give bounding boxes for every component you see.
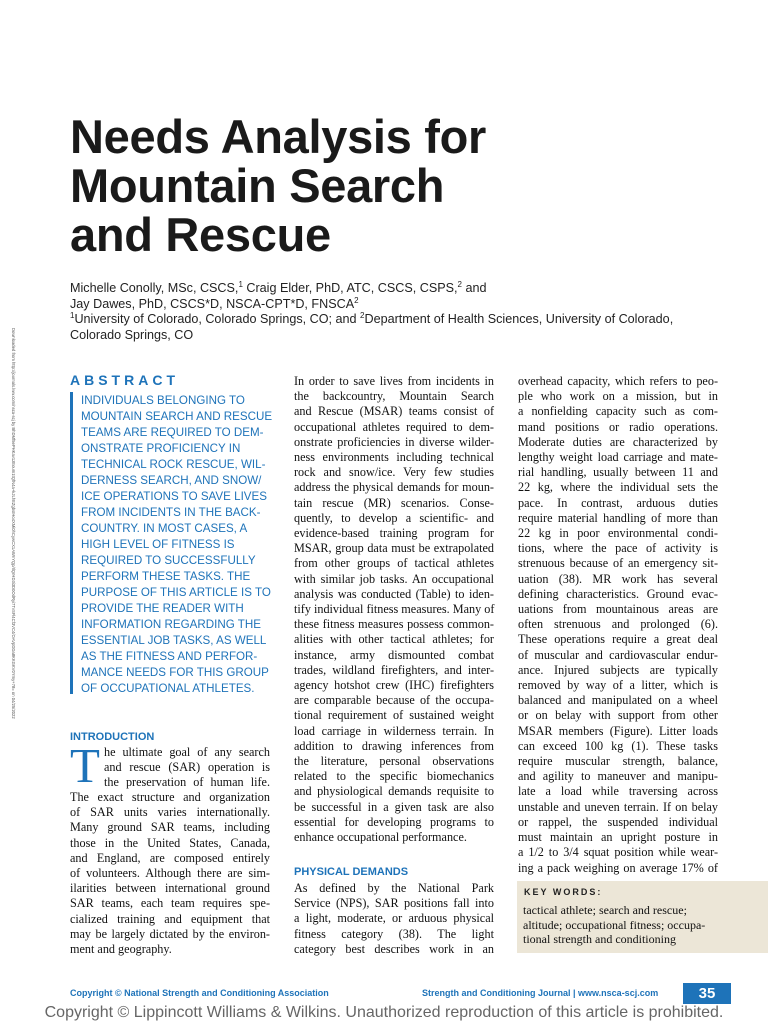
body-line: ness environments including technical: [294, 450, 494, 465]
abstract-line: PERFORM THESE TASKS. THE: [81, 570, 251, 583]
physical-demands-body: [294, 881, 494, 957]
affiliation-mark: 1: [238, 279, 243, 289]
author-text: and: [461, 281, 487, 295]
abstract-line: PURPOSE OF THIS ARTICLE IS TO: [81, 586, 271, 599]
affiliation-text: Department of Health Sciences, University of Colorado,: [364, 312, 674, 326]
body-line: and England, are composed entirely: [70, 850, 270, 865]
page-number: 35: [683, 983, 731, 1004]
body-line: ment and geography.: [70, 942, 172, 957]
body-line: instance, army dismounted combat: [294, 647, 494, 662]
affiliation-mark: 1: [70, 310, 75, 320]
body-line: be successful in a given task are also: [294, 799, 494, 814]
body-line: can exceed 100 kg (1). These tasks: [518, 738, 718, 753]
body-line: and rescue (SAR) operation is: [104, 760, 270, 775]
body-line: These operations require a great deal: [518, 632, 718, 647]
body-line: fitness category (38). The light: [294, 926, 494, 941]
body-line: cialized training and equipment that: [70, 911, 270, 926]
body-line: a 1/2 to 3/4 squat position while wear-: [518, 845, 718, 860]
body-line: pace. In contrast, arduous duties: [518, 495, 718, 510]
body-line: may be largely dictated by the environ-: [70, 926, 270, 941]
abstract-line: ESSENTIAL JOB TASKS, AS WELL: [81, 634, 267, 647]
body-line: and physiological demands requisite to: [294, 784, 494, 799]
affiliation-mark: 2: [360, 310, 365, 320]
affiliation-mark: 2: [354, 295, 359, 305]
body-line: addition to drawing inferences from: [294, 738, 494, 753]
abstract-line: REQUIRED TO SUCCESSFULLY: [81, 554, 256, 567]
body-line: rial handling, usually between 11 and: [518, 465, 718, 480]
body-line: and Rescue (MSAR) teams consist of: [294, 404, 494, 419]
title-line: and Rescue: [70, 208, 331, 261]
abstract-line: COUNTRY. IN MOST CASES, A: [81, 522, 248, 535]
body-line: address the physical demands for moun-: [294, 480, 494, 495]
introduction-indented-lines: [104, 745, 270, 791]
body-line: defining characteristics. Ground evac-: [518, 586, 718, 601]
body-line: ing a pack weighing on average 17% of: [518, 860, 718, 875]
abstract-heading: ABSTRACT: [70, 372, 179, 388]
body-line: require material handling of more than: [518, 510, 718, 525]
author-text: Craig Elder, PhD, ATC, CSCS, CSPS,: [242, 281, 458, 295]
body-line: balanced and manipulated on a wheel: [518, 693, 718, 708]
body-line: alities with other tactical athletes; for: [294, 632, 494, 647]
author-text: Michelle Conolly, MSc, CSCS,: [70, 281, 239, 295]
body-line: agency hotshot crew (IHC) firefighters: [294, 678, 494, 693]
abstract-body: [81, 393, 276, 697]
body-line: late a load while traversing across: [518, 784, 718, 799]
body-line: occupational athletes required to dem-: [294, 419, 494, 434]
keywords-list: [523, 903, 758, 947]
body-line: strenuous because of an emergency sit-: [518, 556, 718, 571]
footer-copyright: Copyright © National Strength and Conditioning Association: [70, 988, 329, 998]
body-line: evidence-based training program for: [294, 526, 494, 541]
body-line: In order to save lives from incidents in: [294, 374, 494, 388]
column-2-body: [294, 374, 494, 845]
body-line: rock and snow/ice. Very few studies: [294, 465, 494, 480]
body-line: those in the United States, Canada,: [70, 835, 270, 850]
body-line: trades, wildland firefighters, and inter-: [294, 662, 494, 677]
body-line: and agility to maneuver and manipu-: [518, 769, 718, 784]
body-line: Many ground SAR teams, including: [70, 820, 270, 835]
author-block: [70, 281, 720, 343]
body-line: ilarities between international ground: [70, 881, 270, 896]
body-line: removed by way of a litter, which is: [518, 678, 718, 693]
body-line: lengthy weight load carriage and mate-: [518, 450, 718, 465]
body-line: a light, moderate, or arduous physical: [294, 911, 494, 926]
abstract-line: MANCE NEEDS FOR THIS GROUP: [81, 666, 269, 679]
body-line: related to the specific biomechanics: [294, 769, 494, 784]
body-line: the literature, personal observations: [294, 754, 494, 769]
body-line: with similar job tasks. An occupational: [294, 571, 494, 586]
body-line: onstrate proficiencies in diverse wilder-: [294, 434, 494, 449]
download-watermark: [6, 328, 20, 828]
body-line: essential for developing programs to: [294, 814, 494, 829]
body-line: are comparable because of the occupa-: [294, 693, 494, 708]
body-line: Service (NPS), SAR positions fall into: [294, 896, 494, 911]
abstract-line: PROVIDE THE READER WITH: [81, 602, 244, 615]
body-line: ance. Injured subjects are typically: [518, 662, 718, 677]
column-3-body: [518, 374, 718, 876]
body-line: these fitness measures possess common-: [294, 617, 494, 632]
keywords-heading: KEY WORDS:: [524, 887, 603, 897]
body-line: tions, where the pace of activity is: [518, 541, 718, 556]
body-line: of SAR units varies internationally.: [70, 805, 270, 820]
body-line: enhance occupational performance.: [294, 830, 467, 845]
physical-demands-heading: PHYSICAL DEMANDS: [294, 866, 409, 878]
body-line: uation (38). MR work has several: [518, 571, 718, 586]
body-line: uations from mountainous areas are: [518, 602, 718, 617]
body-line: require muscular strength, balance,: [518, 754, 718, 769]
body-line: overhead capacity, which refers to peo-: [518, 374, 718, 388]
keywords-line: tional strength and conditioning: [523, 932, 676, 946]
body-line: 22 kg, where the individual sets the: [518, 480, 718, 495]
abstract-line: AS THE FITNESS AND PERFOR-: [81, 650, 258, 663]
body-line: must maintain an upright posture in: [518, 830, 718, 845]
drop-cap: T: [70, 738, 100, 793]
article-title: [70, 112, 710, 259]
abstract-line: INFORMATION REGARDING THE: [81, 618, 261, 631]
body-line: load carriage in wilderness terrain. In: [294, 723, 494, 738]
affiliation-text: University of Colorado, Colorado Springs, CO; and: [74, 312, 361, 326]
body-line: tify individual fitness measures. Many of: [294, 602, 495, 617]
body-line: analysis was conducted (Table) to iden-: [294, 586, 494, 601]
footer-journal: Strength and Conditioning Journal | www.nsca-scj.com: [422, 988, 659, 998]
body-line: unstable and uneven terrain. If on belay: [518, 799, 718, 814]
abstract-line: TEAMS ARE REQUIRED TO DEM-: [81, 426, 264, 439]
body-line: of volunteers. Although there are sim-: [70, 866, 270, 881]
body-line: tional requirement of sustained weight: [294, 708, 494, 723]
body-line: often strenuous and prolonged (6).: [518, 617, 718, 632]
body-line: SAR teams, each team requires spe-: [70, 896, 270, 911]
abstract-line: INDIVIDUALS BELONGING TO: [81, 394, 245, 407]
body-line: MSAR, group data must be extrapolated: [294, 541, 494, 556]
body-line: As defined by the National Park: [294, 881, 494, 895]
abstract-line: FROM INCIDENTS IN THE BACK-: [81, 506, 261, 519]
watermark-text: Downloaded from http://journals.lww.com/nsca-scj by BhDMf5ePHKav1zEoum1tQfN4a+kJLhEZgbsIHo4XMi0hCywCX1AWnYQp/IlQrHD3i3D0OdRyi7TvSFl4Cf3VC4/OAVpDDa8KKGKV0Ymy+78= on 04/25/2022: [11, 328, 16, 719]
body-line: he ultimate goal of any search: [104, 745, 270, 759]
copyright-notice: Copyright © Lippincott Williams & Wilkins. Unauthorized reproduction of this article is prohibited.: [44, 1004, 724, 1021]
introduction-body: [70, 790, 270, 957]
body-line: 22 kg in poor environmental condi-: [518, 526, 718, 541]
body-line: or on belay with support from other: [518, 708, 718, 723]
abstract-line: DERNESS SEARCH, AND SNOW/: [81, 474, 262, 487]
body-line: ple who work on a mission, but in: [518, 389, 718, 404]
body-line: the preservation of human life.: [104, 775, 270, 790]
abstract-line: MOUNTAIN SEARCH AND RESCUE: [81, 410, 273, 423]
title-line: Needs Analysis for: [70, 110, 487, 163]
body-line: mand positions or radio operations.: [518, 419, 718, 434]
title-line: Mountain Search: [70, 159, 445, 212]
body-line: MSAR members (Figure). Litter loads: [518, 723, 718, 738]
affiliation-mark: 2: [457, 279, 462, 289]
keywords-line: tactical athlete; search and rescue;: [523, 903, 687, 917]
keywords-line: altitude; occupational fitness; occupa-: [523, 917, 706, 932]
body-line: from other groups of tactical athletes: [294, 556, 494, 571]
body-line: Moderate duties are characterized by: [518, 434, 718, 449]
body-line: the backcountry, Mountain Search: [294, 389, 494, 404]
introduction-heading: INTRODUCTION: [70, 731, 155, 743]
affiliation-text: Colorado Springs, CO: [70, 327, 194, 342]
abstract-line: OF OCCUPATIONAL ATHLETES.: [81, 682, 255, 695]
author-text: Jay Dawes, PhD, CSCS*D, NSCA-CPT*D, FNSCA: [70, 296, 355, 311]
body-line: of muscular and cardiovascular endur-: [518, 647, 718, 662]
body-line: a nonfielding capacity such as com-: [518, 404, 718, 419]
body-line: category best describes work in an: [294, 941, 494, 956]
body-line: quently, to develop a scientific- and: [294, 510, 494, 525]
body-line: or rappel, the suspended individual: [518, 814, 718, 829]
body-line: The exact structure and organization: [70, 790, 270, 804]
abstract-line: ONSTRATE PROFICIENCY IN: [81, 442, 241, 455]
abstract-line: ICE OPERATIONS TO SAVE LIVES: [81, 490, 267, 503]
abstract-line: TECHNICAL ROCK RESCUE, WIL-: [81, 458, 266, 471]
abstract-line: HIGH LEVEL OF FITNESS IS: [81, 538, 235, 551]
body-line: tain rescue (MR) scenarios. Conse-: [294, 495, 494, 510]
